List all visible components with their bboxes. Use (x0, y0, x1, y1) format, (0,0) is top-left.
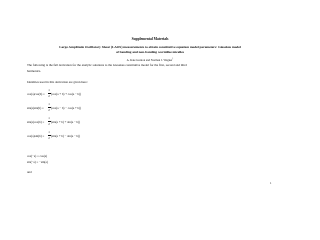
equation-3-numerator: 1 (48, 116, 50, 120)
equation-2-numerator: 1 (48, 102, 50, 106)
authors-names: A. Kate Gurnon and Norman J. Wagner (126, 58, 173, 62)
equation-1-numerator: 1 (48, 88, 50, 92)
intro-line1: The following is the full derivation for the analytic solutions to the Giesekus constitutive model for the first, second and third (27, 63, 187, 67)
page-number: 1 (270, 181, 272, 185)
equation-4-numerator: 1 (48, 130, 50, 134)
intro-line2: harmonics. (27, 69, 42, 73)
equation-4-rhs: (sin(a + b) − sin(a − b)) (51, 134, 81, 138)
identities-intro: Identities used in this derivation are given here: (27, 80, 88, 84)
equation-1-rhs: (cos(a + b) + cos(a − b)) (51, 92, 82, 96)
equation-3-lhs: sin(a)cos(b) = (27, 120, 45, 124)
identity-sin-odd: sin(−a) = −sin(a) (27, 160, 48, 164)
equation-1-lhs: cos(a)cos(b) = (27, 92, 45, 96)
equation-2-rhs: (cos(a − b) − cos(a + b)) (51, 106, 82, 110)
identity-cos-even: cos(−a) = cos(a) (27, 154, 48, 158)
equation-1-denominator: 2 (48, 94, 50, 98)
equation-4-denominator: 2 (48, 136, 50, 140)
equation-4-lhs: cos(a)sin(b) = (27, 134, 45, 138)
and-word: and (27, 170, 32, 174)
equation-2-denominator: 2 (48, 108, 50, 112)
equation-3-rhs: (sin(a + b) + sin(a − b)) (51, 120, 81, 124)
authors-superscript: 1 (172, 58, 174, 61)
equation-2-lhs: sin(a)sin(b) = (27, 106, 44, 110)
paper-heading-line2: of banding and non-banding wormlike micelles (115, 50, 185, 54)
equation-3-denominator: 2 (48, 122, 50, 126)
paper-heading-line1: Large Amplitude Oscillatory Shear (LAOS) measurements to obtain constitutive equation model parameters: Giesekus model (59, 45, 241, 49)
doc-title: Supplemental Materials (131, 37, 169, 41)
